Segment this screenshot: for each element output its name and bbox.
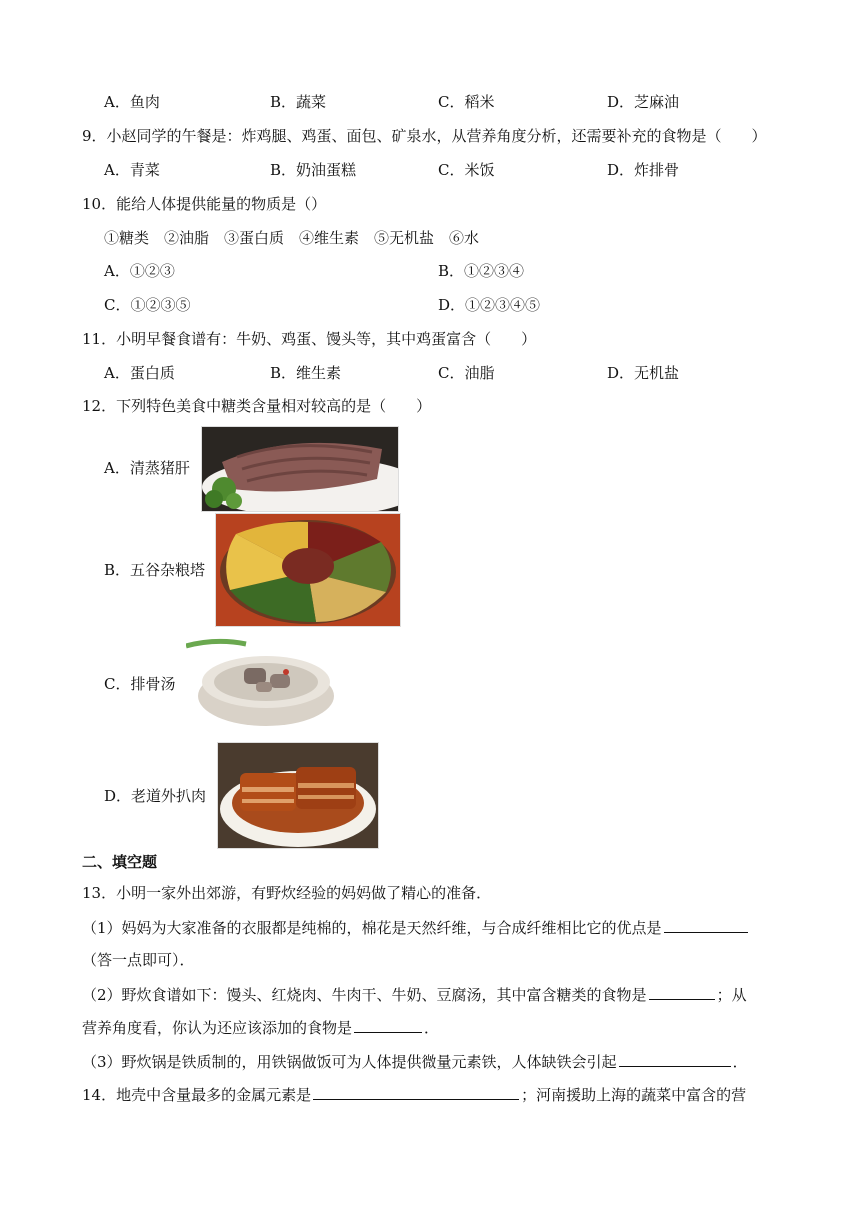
q13-part3-text: （3）野炊锅是铁质制的，用铁锅做饭可为人体提供微量元素铁，人体缺铁会引起: [82, 1053, 617, 1071]
q13-answer-blank-2[interactable]: [649, 984, 715, 1000]
q13-part1-line1: [82, 917, 750, 938]
steamed-pork-liver-image: [201, 426, 399, 512]
q11-option-b: B．维生素: [270, 364, 342, 382]
q11-option-c: C．油脂: [438, 364, 495, 382]
q11-stem: 11．小明早餐食谱有：牛奶、鸡蛋、馒头等，其中鸡蛋富含（ ）: [82, 330, 537, 348]
q13-part2-text-a: （2）野炊食谱如下：馒头、红烧肉、牛肉干、牛奶、豆腐汤，其中富含糖类的食物是: [82, 986, 647, 1004]
q14-text-b: ；河南援助上海的蔬菜中富含的营: [521, 1086, 747, 1104]
q8-option-a: A．鱼肉: [104, 93, 160, 111]
q12-option-c: C．排骨汤: [104, 675, 176, 693]
q10-option-d: D．①②③④⑤: [438, 296, 541, 314]
q13-part3-end: ．: [732, 1053, 748, 1071]
q9-option-d: D．炸排骨: [607, 161, 680, 179]
q13-part2-line2: [82, 1017, 439, 1038]
q8-option-b: B．蔬菜: [270, 93, 327, 111]
section-title: 二、填空题: [82, 853, 158, 871]
braised-pork-image: [217, 742, 379, 849]
q10-option-b: B．①②③④: [438, 262, 525, 280]
q13-part3-line: [82, 1051, 748, 1072]
q8-option-c: C．稻米: [438, 93, 495, 111]
q11-option-a: A．蛋白质: [104, 364, 175, 382]
q13-part2-text-c: 营养角度看，你认为还应该添加的食物是: [82, 1019, 353, 1037]
q8-option-d: D．芝麻油: [607, 93, 680, 111]
q10-option-a: A．①②③: [104, 262, 175, 280]
five-grain-tower-image: [215, 513, 401, 627]
q9-stem: 9．小赵同学的午餐是：炸鸡腿、鸡蛋、面包、矿泉水，从营养角度分析，还需要补充的食物是（ ）: [82, 127, 767, 145]
q14-text-a: 14．地壳中含量最多的金属元素是: [82, 1086, 312, 1104]
q13-part1-line2: （答一点即可）．: [82, 951, 195, 969]
q10-stem: 10．能给人体提供能量的物质是（）: [82, 195, 327, 213]
q12-option-b: B．五谷杂粮塔: [104, 561, 206, 579]
q11-option-d: D．无机盐: [607, 364, 680, 382]
q14-line: [82, 1084, 746, 1105]
q9-option-c: C．米饭: [438, 161, 495, 179]
q13-answer-blank-3[interactable]: [354, 1017, 422, 1033]
q14-answer-blank-1[interactable]: [313, 1084, 519, 1100]
q13-part2-text-d: ．: [424, 1019, 440, 1037]
q13-part2-text-b: ；从: [716, 986, 747, 1004]
pork-rib-soup-image: [185, 637, 342, 730]
q13-part1-text: （1）妈妈为大家准备的衣服都是纯棉的，棉花是天然纤维，与合成纤维相比它的优点是: [82, 919, 662, 937]
q12-option-d: D．老道外扒肉: [104, 787, 207, 805]
q10-items: ①糖类 ②油脂 ③蛋白质 ④维生素 ⑤无机盐 ⑥水: [104, 229, 480, 247]
q10-option-c: C．①②③⑤: [104, 296, 191, 314]
q9-option-b: B．奶油蛋糕: [270, 161, 357, 179]
q13-answer-blank-1[interactable]: [664, 917, 748, 933]
q12-option-a: A．清蒸猪肝: [104, 459, 190, 477]
q13-part2-line1: [82, 984, 747, 1005]
q12-stem: 12．下列特色美食中糖类含量相对较高的是（ ）: [82, 397, 432, 415]
q13-stem: 13．小明一家外出郊游，有野炊经验的妈妈做了精心的准备．: [82, 884, 492, 902]
q13-answer-blank-4[interactable]: [619, 1051, 731, 1067]
q9-option-a: A．青菜: [104, 161, 160, 179]
